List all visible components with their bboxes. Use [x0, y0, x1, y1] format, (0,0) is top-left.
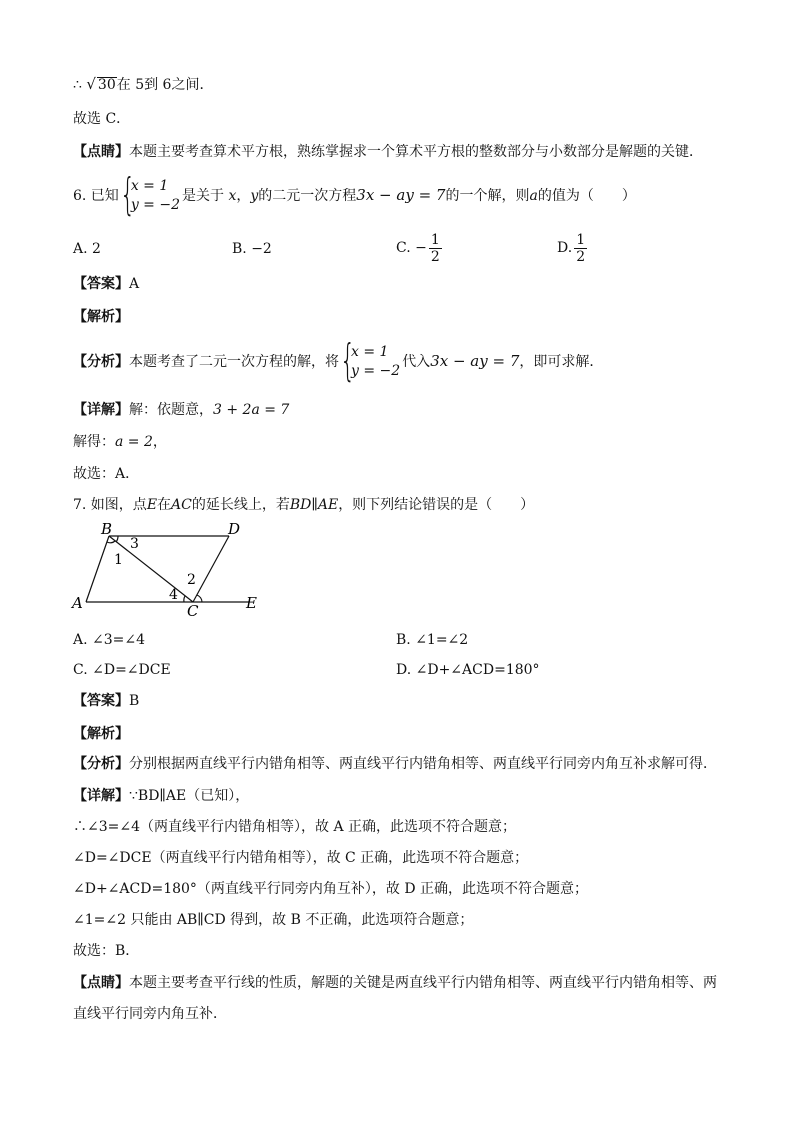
q6-option-d	[557, 230, 589, 266]
angle-4-arc	[184, 596, 185, 602]
choose-c: 故选 C．	[73, 111, 131, 127]
q6-stem	[73, 169, 636, 220]
q6-mid3: 的一个解，则	[445, 188, 530, 204]
q6-mid2: 的二元一次方程	[258, 188, 357, 204]
q6-answer-value: A	[129, 276, 140, 292]
q7-stem-mid2: 的延长线上，若	[191, 497, 290, 513]
angle-1-arc	[107, 541, 115, 543]
q6-system-row1: x = 1	[130, 178, 169, 194]
q6-analysis	[73, 335, 604, 386]
dianjing-tag: 【点睛】	[73, 144, 129, 160]
q6-analysis-pre: 本题考查了二元一次方程的解，将	[129, 354, 339, 370]
q6-solve-label: 解得：	[73, 434, 115, 450]
q7-stem-pre: 7. 如图，点	[73, 497, 147, 513]
sqrt-line: ∴ √ 30在 5到 6之间．	[73, 75, 214, 93]
q6-option-a: A. 2	[73, 241, 101, 257]
q6-system-row2: y = −2	[130, 197, 180, 213]
q6-var-x: x	[228, 188, 237, 204]
q6-answer	[73, 275, 139, 293]
q6-analysis-tag: 【分析】	[73, 354, 129, 370]
q6-option-c-prefix: C. −	[396, 240, 427, 256]
dianjing-text: 本题主要考查算术平方根，熟练掌握求一个算术平方根的整数部分与小数部分是解题的关键．	[129, 144, 703, 160]
q7-point-e: E	[146, 497, 158, 513]
q7-detail-text: ∵BD∥AE（已知），	[129, 788, 250, 804]
label-a: A	[72, 594, 83, 612]
q7-condition: BD∥AE	[289, 497, 339, 513]
q6-prefix: 6. 已知	[73, 188, 119, 204]
q6-detail	[73, 401, 289, 419]
label-1: 1	[114, 552, 123, 568]
q7-step-4: ∠1=∠2 只能由 AB∥CD 得到，故 B 不正确，此选项符合题意；	[73, 912, 474, 928]
q7-figure	[66, 518, 276, 618]
q7-dianjing-line1	[73, 974, 717, 992]
q6-var-y: y	[250, 188, 259, 204]
q6-equation: 3x − ay = 7	[356, 186, 446, 204]
q7-line-ac: AC	[171, 497, 192, 513]
q7-step-1: ∴∠3=∠4（两直线平行内错角相等），故 A 正确，此选项不符合题意；	[73, 819, 517, 835]
q6-analysis-post: ，即可求解．	[519, 354, 604, 370]
q6-solve-equation: a = 2	[115, 434, 153, 450]
q7-dianjing-tag: 【点睛】	[73, 975, 129, 991]
angle-2-arc	[197, 595, 202, 602]
q6-analysis-system: { x = 1 y = −2	[340, 335, 401, 386]
q7-analysis-text: 分别根据两直线平行内错角相等、两直线平行内错角相等、两直线平行同旁内角互补求解可得．	[129, 756, 717, 772]
q7-stem-post: ，则下列结论错误的是（ ）	[338, 497, 535, 513]
q7-answer	[73, 692, 139, 710]
label-c: C	[187, 602, 199, 618]
q6-mid1: 是关于	[182, 188, 224, 204]
q7-option-d: D. ∠D+∠ACD=180°	[396, 662, 540, 678]
q6-option-d-prefix: D.	[557, 240, 573, 256]
q7-analysis-tag: 【分析】	[73, 756, 129, 772]
q7-step-2: ∠D=∠DCE（两直线平行内错角相等），故 C 正确，此选项不符合题意；	[73, 850, 529, 866]
q6-detail-tag: 【详解】	[73, 402, 129, 418]
q6-choose: 故选：A．	[73, 466, 140, 482]
segment-bc	[109, 536, 193, 602]
q6-comma: ，	[236, 188, 251, 204]
q6-option-c	[396, 230, 444, 266]
label-e: E	[246, 594, 257, 612]
q7-stem-mid1: 在	[157, 497, 172, 513]
q6-option-c-fraction: $\frac{1}{2}$	[430, 231, 440, 265]
q7-choose: 故选：B．	[73, 943, 140, 959]
q6-system: { x = 1 y = −2	[119, 169, 180, 220]
q6-detail-text: 解：依题意，	[129, 402, 213, 418]
q7-dianjing-text1: 本题主要考查平行线的性质，解题的关键是两直线平行内错角相等、两直线平行内错角相等、两	[129, 975, 717, 991]
label-d: D	[228, 520, 241, 538]
q6-var-a: a	[529, 188, 538, 204]
segment-ab	[86, 536, 109, 602]
dianjing-line-prev	[73, 143, 703, 161]
q6-analysis-equation: 3x − ay = 7	[430, 352, 520, 370]
q7-option-a: A. ∠3=∠4	[73, 632, 146, 648]
therefore-text: ∴	[73, 77, 87, 93]
q7-option-c: C. ∠D=∠DCE	[73, 662, 171, 678]
q7-jiexi: 【解析】	[73, 726, 129, 742]
q6-suffix: 的值为（ ）	[537, 188, 636, 204]
angle-3-arc	[116, 536, 118, 542]
q6-analysis-mid: 代入	[402, 354, 431, 370]
label-2: 2	[187, 572, 196, 588]
q6-option-d-fraction: $\frac{1}{2}$	[576, 231, 586, 265]
q6-solve-post: ，	[152, 434, 167, 450]
q6-jiexi: 【解析】	[73, 309, 129, 325]
label-3: 3	[130, 536, 139, 552]
label-b: B	[101, 520, 113, 538]
q6-option-b: B. −2	[232, 241, 272, 257]
q7-answer-tag: 【答案】	[73, 693, 129, 709]
label-4: 4	[169, 587, 178, 603]
radicand: 30	[97, 77, 116, 93]
q7-answer-value: B	[129, 693, 140, 709]
q7-detail-tag: 【详解】	[73, 788, 129, 804]
q7-detail	[73, 787, 249, 805]
q7-step-3: ∠D+∠ACD=180°（两直线平行同旁内角互补），故 D 正确，此选项不符合题意；	[73, 881, 589, 897]
q7-stem	[73, 496, 534, 514]
q6-detail-equation: 3 + 2a = 7	[213, 402, 290, 418]
q7-option-b: B. ∠1=∠2	[396, 632, 469, 648]
q7-analysis	[73, 755, 717, 773]
q7-dianjing-line2: 直线平行同旁内角互补．	[73, 1006, 227, 1022]
q6-solve	[73, 433, 167, 451]
sqrt-line-text: 在 5到 6之间．	[116, 77, 214, 93]
segment-cd	[193, 536, 229, 602]
q6-answer-tag: 【答案】	[73, 276, 129, 292]
